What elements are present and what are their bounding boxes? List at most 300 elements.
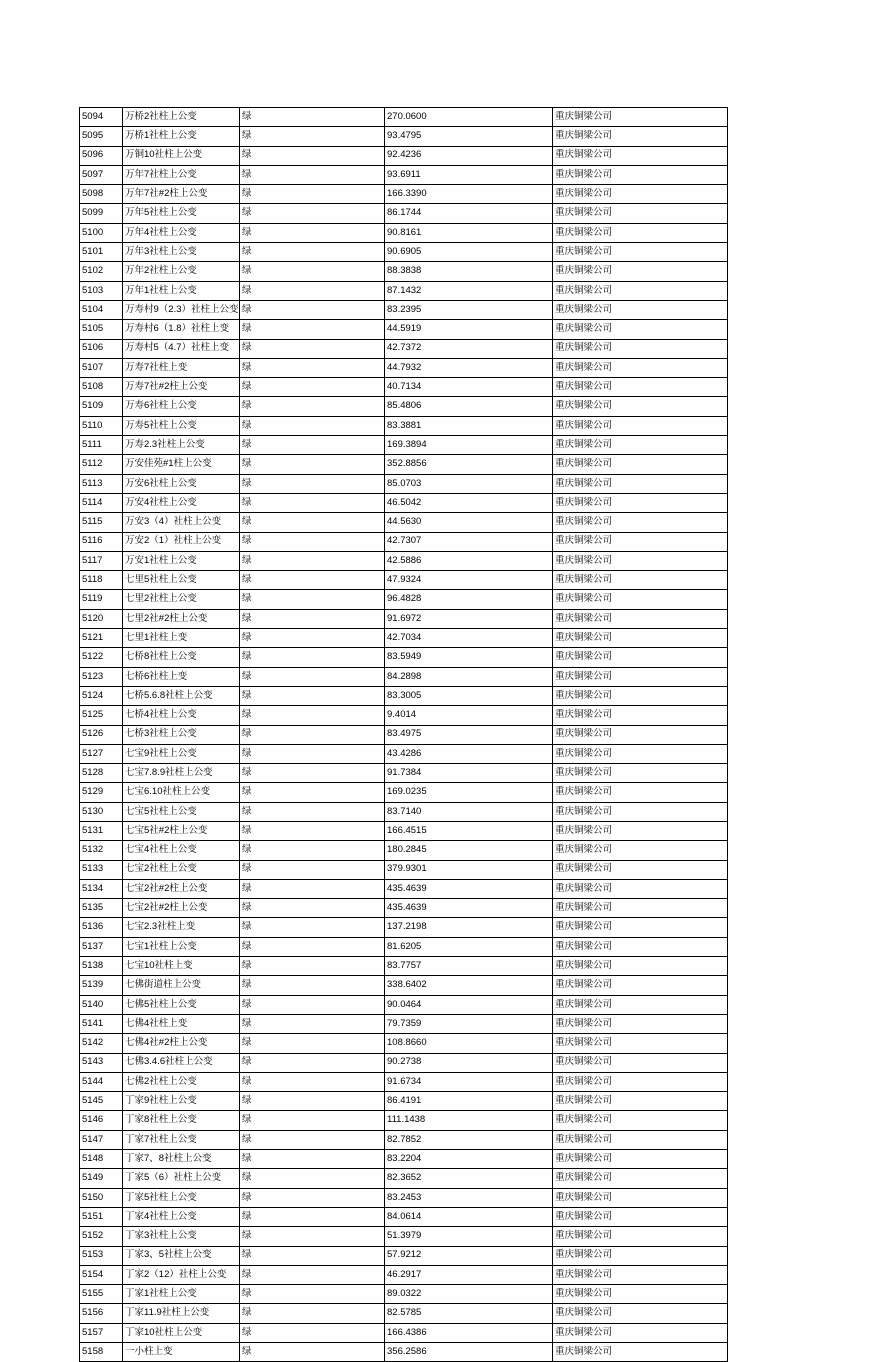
cell-id[interactable]: 5158: [80, 1343, 123, 1362]
cell-owner[interactable]: 重庆铜梁公司: [553, 783, 728, 802]
cell-name[interactable]: 万寿2.3社柱上公变: [123, 436, 240, 455]
cell-color[interactable]: 绿: [240, 223, 385, 242]
cell-value[interactable]: 93.4795: [385, 127, 553, 146]
cell-id[interactable]: 5131: [80, 821, 123, 840]
cell-value[interactable]: 108.8660: [385, 1034, 553, 1053]
cell-value[interactable]: 82.3652: [385, 1169, 553, 1188]
cell-color[interactable]: 绿: [240, 802, 385, 821]
table-row[interactable]: [80, 648, 728, 667]
cell-value[interactable]: 84.2898: [385, 667, 553, 686]
cell-color[interactable]: 绿: [240, 1227, 385, 1246]
cell-id[interactable]: 5112: [80, 455, 123, 474]
cell-name[interactable]: 万铜10社柱上公变: [123, 146, 240, 165]
table-row[interactable]: [80, 165, 728, 184]
cell-color[interactable]: 绿: [240, 165, 385, 184]
cell-owner[interactable]: 重庆铜梁公司: [553, 1207, 728, 1226]
cell-name[interactable]: 万年4社柱上公变: [123, 223, 240, 242]
table-row[interactable]: [80, 725, 728, 744]
cell-color[interactable]: 绿: [240, 1323, 385, 1342]
table-row[interactable]: [80, 686, 728, 705]
cell-name[interactable]: 丁家9社柱上公变: [123, 1092, 240, 1111]
table-row[interactable]: [80, 764, 728, 783]
table-row[interactable]: [80, 609, 728, 628]
cell-value[interactable]: 91.6734: [385, 1072, 553, 1091]
cell-owner[interactable]: 重庆铜梁公司: [553, 1169, 728, 1188]
table-row[interactable]: [80, 1265, 728, 1284]
cell-color[interactable]: 绿: [240, 706, 385, 725]
cell-value[interactable]: 90.8161: [385, 223, 553, 242]
cell-name[interactable]: 万安3（4）社柱上公变: [123, 513, 240, 532]
cell-color[interactable]: 绿: [240, 243, 385, 262]
cell-name[interactable]: 丁家7、8社柱上公变: [123, 1150, 240, 1169]
cell-name[interactable]: 七里5社柱上公变: [123, 571, 240, 590]
cell-name[interactable]: 七宝2.3社柱上变: [123, 918, 240, 937]
cell-value[interactable]: 169.3894: [385, 436, 553, 455]
cell-id[interactable]: 5111: [80, 436, 123, 455]
cell-color[interactable]: 绿: [240, 127, 385, 146]
cell-id[interactable]: 5141: [80, 1014, 123, 1033]
cell-owner[interactable]: 重庆铜梁公司: [553, 1246, 728, 1265]
table-row[interactable]: [80, 204, 728, 223]
cell-owner[interactable]: 重庆铜梁公司: [553, 1072, 728, 1091]
cell-name[interactable]: 七里2社#2柱上公变: [123, 609, 240, 628]
cell-value[interactable]: 85.4806: [385, 397, 553, 416]
cell-owner[interactable]: 重庆铜梁公司: [553, 378, 728, 397]
cell-value[interactable]: 44.5919: [385, 320, 553, 339]
cell-name[interactable]: 丁家2（12）社柱上公变: [123, 1265, 240, 1284]
cell-color[interactable]: 绿: [240, 1072, 385, 1091]
cell-id[interactable]: 5117: [80, 551, 123, 570]
cell-id[interactable]: 5153: [80, 1246, 123, 1265]
cell-color[interactable]: 绿: [240, 455, 385, 474]
cell-owner[interactable]: 重庆铜梁公司: [553, 108, 728, 127]
cell-owner[interactable]: 重庆铜梁公司: [553, 1265, 728, 1284]
cell-id[interactable]: 5113: [80, 474, 123, 493]
cell-name[interactable]: 七桥6社柱上变: [123, 667, 240, 686]
cell-value[interactable]: 46.5042: [385, 493, 553, 512]
cell-value[interactable]: 82.5785: [385, 1304, 553, 1323]
cell-owner[interactable]: 重庆铜梁公司: [553, 436, 728, 455]
cell-id[interactable]: 5123: [80, 667, 123, 686]
cell-value[interactable]: 180.2845: [385, 841, 553, 860]
cell-color[interactable]: 绿: [240, 1265, 385, 1284]
cell-color[interactable]: 绿: [240, 397, 385, 416]
cell-name[interactable]: 丁家3、5社柱上公变: [123, 1246, 240, 1265]
cell-id[interactable]: 5136: [80, 918, 123, 937]
table-row[interactable]: [80, 571, 728, 590]
cell-id[interactable]: 5094: [80, 108, 123, 127]
cell-name[interactable]: 七佛5社柱上公变: [123, 995, 240, 1014]
cell-value[interactable]: 43.4286: [385, 744, 553, 763]
cell-id[interactable]: 5096: [80, 146, 123, 165]
cell-color[interactable]: 绿: [240, 1304, 385, 1323]
table-row[interactable]: [80, 1150, 728, 1169]
cell-value[interactable]: 40.7134: [385, 378, 553, 397]
table-row[interactable]: [80, 1343, 728, 1362]
cell-owner[interactable]: 重庆铜梁公司: [553, 1188, 728, 1207]
cell-name[interactable]: 万年3社柱上公变: [123, 243, 240, 262]
cell-name[interactable]: 七宝7.8.9社柱上公变: [123, 764, 240, 783]
cell-name[interactable]: 七佛4社柱上变: [123, 1014, 240, 1033]
cell-owner[interactable]: 重庆铜梁公司: [553, 416, 728, 435]
cell-value[interactable]: 79.7359: [385, 1014, 553, 1033]
cell-value[interactable]: 111.1438: [385, 1111, 553, 1130]
table-row[interactable]: [80, 436, 728, 455]
cell-owner[interactable]: 重庆铜梁公司: [553, 1343, 728, 1362]
cell-value[interactable]: 90.6905: [385, 243, 553, 262]
cell-color[interactable]: 绿: [240, 1169, 385, 1188]
cell-owner[interactable]: 重庆铜梁公司: [553, 860, 728, 879]
cell-id[interactable]: 5132: [80, 841, 123, 860]
table-row[interactable]: [80, 1188, 728, 1207]
cell-color[interactable]: 绿: [240, 320, 385, 339]
cell-color[interactable]: 绿: [240, 108, 385, 127]
cell-name[interactable]: 七里2社柱上公变: [123, 590, 240, 609]
cell-value[interactable]: 83.5949: [385, 648, 553, 667]
cell-color[interactable]: 绿: [240, 204, 385, 223]
cell-name[interactable]: 七桥4社柱上公变: [123, 706, 240, 725]
table-row[interactable]: [80, 590, 728, 609]
cell-owner[interactable]: 重庆铜梁公司: [553, 744, 728, 763]
table-row[interactable]: [80, 957, 728, 976]
cell-id[interactable]: 5139: [80, 976, 123, 995]
cell-owner[interactable]: 重庆铜梁公司: [553, 667, 728, 686]
cell-name[interactable]: 万年5社柱上公变: [123, 204, 240, 223]
cell-value[interactable]: 42.5886: [385, 551, 553, 570]
cell-name[interactable]: 万寿7社#2柱上公变: [123, 378, 240, 397]
cell-owner[interactable]: 重庆铜梁公司: [553, 262, 728, 281]
cell-id[interactable]: 5155: [80, 1285, 123, 1304]
cell-name[interactable]: 七佛3.4.6社柱上公变: [123, 1053, 240, 1072]
cell-name[interactable]: 丁家4社柱上公变: [123, 1207, 240, 1226]
cell-color[interactable]: 绿: [240, 532, 385, 551]
cell-id[interactable]: 5098: [80, 185, 123, 204]
cell-owner[interactable]: 重庆铜梁公司: [553, 629, 728, 648]
cell-id[interactable]: 5143: [80, 1053, 123, 1072]
cell-name[interactable]: 七桥5.6.8社柱上公变: [123, 686, 240, 705]
cell-name[interactable]: 万安佳苑#1柱上公变: [123, 455, 240, 474]
table-row[interactable]: [80, 1092, 728, 1111]
cell-name[interactable]: 七宝1社柱上公变: [123, 937, 240, 956]
cell-owner[interactable]: 重庆铜梁公司: [553, 204, 728, 223]
table-row[interactable]: [80, 108, 728, 127]
cell-color[interactable]: 绿: [240, 1014, 385, 1033]
cell-color[interactable]: 绿: [240, 879, 385, 898]
cell-color[interactable]: 绿: [240, 1207, 385, 1226]
cell-color[interactable]: 绿: [240, 783, 385, 802]
cell-owner[interactable]: 重庆铜梁公司: [553, 513, 728, 532]
table-row[interactable]: [80, 899, 728, 918]
cell-value[interactable]: 91.7384: [385, 764, 553, 783]
table-row[interactable]: [80, 1130, 728, 1149]
cell-owner[interactable]: 重庆铜梁公司: [553, 127, 728, 146]
cell-value[interactable]: 338.6402: [385, 976, 553, 995]
cell-name[interactable]: 七桥8社柱上公变: [123, 648, 240, 667]
table-row[interactable]: [80, 706, 728, 725]
table-row[interactable]: [80, 841, 728, 860]
cell-id[interactable]: 5105: [80, 320, 123, 339]
cell-id[interactable]: 5144: [80, 1072, 123, 1091]
cell-name[interactable]: 七宝2社#2柱上公变: [123, 879, 240, 898]
cell-name[interactable]: 丁家7社柱上公变: [123, 1130, 240, 1149]
cell-value[interactable]: 81.6205: [385, 937, 553, 956]
cell-id[interactable]: 5110: [80, 416, 123, 435]
cell-owner[interactable]: 重庆铜梁公司: [553, 1034, 728, 1053]
table-row[interactable]: [80, 1285, 728, 1304]
cell-name[interactable]: 万寿村5（4.7）社柱上变: [123, 339, 240, 358]
cell-owner[interactable]: 重庆铜梁公司: [553, 455, 728, 474]
cell-owner[interactable]: 重庆铜梁公司: [553, 879, 728, 898]
cell-color[interactable]: 绿: [240, 339, 385, 358]
table-row[interactable]: [80, 802, 728, 821]
cell-color[interactable]: 绿: [240, 648, 385, 667]
cell-value[interactable]: 85.0703: [385, 474, 553, 493]
cell-color[interactable]: 绿: [240, 1343, 385, 1362]
cell-owner[interactable]: 重庆铜梁公司: [553, 532, 728, 551]
cell-id[interactable]: 5100: [80, 223, 123, 242]
table-row[interactable]: [80, 378, 728, 397]
cell-id[interactable]: 5099: [80, 204, 123, 223]
cell-id[interactable]: 5121: [80, 629, 123, 648]
cell-name[interactable]: 丁家5社柱上公变: [123, 1188, 240, 1207]
cell-owner[interactable]: 重庆铜梁公司: [553, 764, 728, 783]
cell-color[interactable]: 绿: [240, 686, 385, 705]
cell-color[interactable]: 绿: [240, 1285, 385, 1304]
table-row[interactable]: [80, 397, 728, 416]
cell-name[interactable]: 万年7社柱上公变: [123, 165, 240, 184]
cell-owner[interactable]: 重庆铜梁公司: [553, 243, 728, 262]
table-row[interactable]: [80, 339, 728, 358]
cell-color[interactable]: 绿: [240, 1092, 385, 1111]
cell-name[interactable]: 万寿7社柱上变: [123, 358, 240, 377]
cell-owner[interactable]: 重庆铜梁公司: [553, 571, 728, 590]
cell-color[interactable]: 绿: [240, 899, 385, 918]
cell-value[interactable]: 83.3005: [385, 686, 553, 705]
cell-id[interactable]: 5115: [80, 513, 123, 532]
cell-name[interactable]: 七桥3社柱上公变: [123, 725, 240, 744]
cell-name[interactable]: 丁家1社柱上公变: [123, 1285, 240, 1304]
cell-value[interactable]: 90.0464: [385, 995, 553, 1014]
cell-name[interactable]: 万寿村9（2.3）社柱上公变: [123, 300, 240, 319]
table-row[interactable]: [80, 532, 728, 551]
cell-owner[interactable]: 重庆铜梁公司: [553, 686, 728, 705]
table-row[interactable]: [80, 320, 728, 339]
cell-owner[interactable]: 重庆铜梁公司: [553, 223, 728, 242]
table-row[interactable]: [80, 1053, 728, 1072]
cell-owner[interactable]: 重庆铜梁公司: [553, 474, 728, 493]
cell-id[interactable]: 5108: [80, 378, 123, 397]
cell-color[interactable]: 绿: [240, 725, 385, 744]
cell-value[interactable]: 57.9212: [385, 1246, 553, 1265]
cell-id[interactable]: 5137: [80, 937, 123, 956]
cell-value[interactable]: 83.2395: [385, 300, 553, 319]
cell-owner[interactable]: 重庆铜梁公司: [553, 1227, 728, 1246]
cell-name[interactable]: 七宝5社柱上公变: [123, 802, 240, 821]
cell-name[interactable]: 万年2社柱上公变: [123, 262, 240, 281]
cell-color[interactable]: 绿: [240, 590, 385, 609]
cell-name[interactable]: 七宝10社柱上变: [123, 957, 240, 976]
cell-owner[interactable]: 重庆铜梁公司: [553, 281, 728, 300]
table-row[interactable]: [80, 1323, 728, 1342]
cell-owner[interactable]: 重庆铜梁公司: [553, 1111, 728, 1130]
cell-value[interactable]: 44.7932: [385, 358, 553, 377]
cell-value[interactable]: 83.4975: [385, 725, 553, 744]
cell-id[interactable]: 5122: [80, 648, 123, 667]
cell-owner[interactable]: 重庆铜梁公司: [553, 1053, 728, 1072]
table-row[interactable]: [80, 629, 728, 648]
cell-value[interactable]: 87.1432: [385, 281, 553, 300]
cell-value[interactable]: 84.0614: [385, 1207, 553, 1226]
cell-owner[interactable]: 重庆铜梁公司: [553, 648, 728, 667]
cell-id[interactable]: 5135: [80, 899, 123, 918]
cell-owner[interactable]: 重庆铜梁公司: [553, 358, 728, 377]
cell-name[interactable]: 丁家11.9社柱上公变: [123, 1304, 240, 1323]
cell-value[interactable]: 83.3881: [385, 416, 553, 435]
cell-name[interactable]: 丁家10社柱上公变: [123, 1323, 240, 1342]
cell-name[interactable]: 丁家5（6）社柱上公变: [123, 1169, 240, 1188]
cell-color[interactable]: 绿: [240, 1150, 385, 1169]
cell-id[interactable]: 5140: [80, 995, 123, 1014]
cell-owner[interactable]: 重庆铜梁公司: [553, 1130, 728, 1149]
cell-id[interactable]: 5154: [80, 1265, 123, 1284]
cell-id[interactable]: 5157: [80, 1323, 123, 1342]
cell-value[interactable]: 42.7034: [385, 629, 553, 648]
cell-id[interactable]: 5118: [80, 571, 123, 590]
cell-id[interactable]: 5134: [80, 879, 123, 898]
table-row[interactable]: [80, 744, 728, 763]
cell-owner[interactable]: 重庆铜梁公司: [553, 918, 728, 937]
cell-id[interactable]: 5156: [80, 1304, 123, 1323]
cell-owner[interactable]: 重庆铜梁公司: [553, 165, 728, 184]
cell-id[interactable]: 5129: [80, 783, 123, 802]
cell-color[interactable]: 绿: [240, 629, 385, 648]
cell-id[interactable]: 5147: [80, 1130, 123, 1149]
cell-value[interactable]: 166.4515: [385, 821, 553, 840]
cell-value[interactable]: 435.4639: [385, 899, 553, 918]
cell-owner[interactable]: 重庆铜梁公司: [553, 609, 728, 628]
table-row[interactable]: [80, 860, 728, 879]
cell-id[interactable]: 5149: [80, 1169, 123, 1188]
cell-owner[interactable]: 重庆铜梁公司: [553, 300, 728, 319]
table-row[interactable]: [80, 185, 728, 204]
cell-color[interactable]: 绿: [240, 764, 385, 783]
cell-name[interactable]: 万桥1社柱上公变: [123, 127, 240, 146]
table-row[interactable]: [80, 1072, 728, 1091]
cell-color[interactable]: 绿: [240, 378, 385, 397]
cell-color[interactable]: 绿: [240, 976, 385, 995]
cell-value[interactable]: 42.7307: [385, 532, 553, 551]
table-row[interactable]: [80, 1246, 728, 1265]
cell-id[interactable]: 5145: [80, 1092, 123, 1111]
cell-name[interactable]: 万年7社#2柱上公变: [123, 185, 240, 204]
cell-value[interactable]: 166.4386: [385, 1323, 553, 1342]
cell-id[interactable]: 5114: [80, 493, 123, 512]
cell-name[interactable]: 万寿5社柱上公变: [123, 416, 240, 435]
cell-color[interactable]: 绿: [240, 1188, 385, 1207]
cell-id[interactable]: 5142: [80, 1034, 123, 1053]
cell-value[interactable]: 44.5630: [385, 513, 553, 532]
cell-owner[interactable]: 重庆铜梁公司: [553, 146, 728, 165]
cell-name[interactable]: 七宝6.10社柱上公变: [123, 783, 240, 802]
cell-value[interactable]: 83.2453: [385, 1188, 553, 1207]
cell-value[interactable]: 47.9324: [385, 571, 553, 590]
cell-owner[interactable]: 重庆铜梁公司: [553, 841, 728, 860]
cell-id[interactable]: 5133: [80, 860, 123, 879]
table-row[interactable]: [80, 1034, 728, 1053]
cell-name[interactable]: 丁家8社柱上公变: [123, 1111, 240, 1130]
cell-name[interactable]: 七宝5社#2柱上公变: [123, 821, 240, 840]
cell-color[interactable]: 绿: [240, 744, 385, 763]
table-row[interactable]: [80, 1304, 728, 1323]
cell-id[interactable]: 5125: [80, 706, 123, 725]
cell-value[interactable]: 356.2586: [385, 1343, 553, 1362]
cell-name[interactable]: 万安4社柱上公变: [123, 493, 240, 512]
cell-color[interactable]: 绿: [240, 609, 385, 628]
table-row[interactable]: [80, 821, 728, 840]
cell-owner[interactable]: 重庆铜梁公司: [553, 1285, 728, 1304]
cell-id[interactable]: 5102: [80, 262, 123, 281]
cell-name[interactable]: 万寿6社柱上公变: [123, 397, 240, 416]
cell-owner[interactable]: 重庆铜梁公司: [553, 706, 728, 725]
cell-color[interactable]: 绿: [240, 358, 385, 377]
cell-id[interactable]: 5120: [80, 609, 123, 628]
cell-color[interactable]: 绿: [240, 821, 385, 840]
table-row[interactable]: [80, 783, 728, 802]
cell-value[interactable]: 137.2198: [385, 918, 553, 937]
cell-color[interactable]: 绿: [240, 1246, 385, 1265]
table-row[interactable]: [80, 1169, 728, 1188]
cell-color[interactable]: 绿: [240, 551, 385, 570]
cell-owner[interactable]: 重庆铜梁公司: [553, 1014, 728, 1033]
cell-color[interactable]: 绿: [240, 667, 385, 686]
cell-name[interactable]: 丁家3社柱上公变: [123, 1227, 240, 1246]
cell-owner[interactable]: 重庆铜梁公司: [553, 1150, 728, 1169]
cell-color[interactable]: 绿: [240, 571, 385, 590]
cell-id[interactable]: 5104: [80, 300, 123, 319]
cell-id[interactable]: 5116: [80, 532, 123, 551]
cell-color[interactable]: 绿: [240, 1034, 385, 1053]
table-row[interactable]: [80, 262, 728, 281]
cell-color[interactable]: 绿: [240, 937, 385, 956]
cell-color[interactable]: 绿: [240, 918, 385, 937]
table-row[interactable]: [80, 937, 728, 956]
cell-color[interactable]: 绿: [240, 436, 385, 455]
cell-name[interactable]: 七佛4社#2柱上公变: [123, 1034, 240, 1053]
cell-value[interactable]: 96.4828: [385, 590, 553, 609]
cell-value[interactable]: 83.2204: [385, 1150, 553, 1169]
cell-name[interactable]: 七宝4社柱上公变: [123, 841, 240, 860]
cell-value[interactable]: 89.0322: [385, 1285, 553, 1304]
cell-value[interactable]: 86.1744: [385, 204, 553, 223]
cell-owner[interactable]: 重庆铜梁公司: [553, 1323, 728, 1342]
cell-value[interactable]: 90.2738: [385, 1053, 553, 1072]
cell-value[interactable]: 91.6972: [385, 609, 553, 628]
cell-color[interactable]: 绿: [240, 1130, 385, 1149]
cell-id[interactable]: 5130: [80, 802, 123, 821]
cell-value[interactable]: 9.4014: [385, 706, 553, 725]
cell-name[interactable]: 七宝2社#2柱上公变: [123, 899, 240, 918]
cell-id[interactable]: 5103: [80, 281, 123, 300]
cell-name[interactable]: 万桥2社柱上公变: [123, 108, 240, 127]
cell-color[interactable]: 绿: [240, 185, 385, 204]
cell-id[interactable]: 5138: [80, 957, 123, 976]
table-row[interactable]: [80, 1227, 728, 1246]
cell-name[interactable]: 七佛2社柱上公变: [123, 1072, 240, 1091]
cell-color[interactable]: 绿: [240, 841, 385, 860]
table-row[interactable]: [80, 551, 728, 570]
cell-name[interactable]: 万寿村6（1.8）社柱上变: [123, 320, 240, 339]
cell-id[interactable]: 5109: [80, 397, 123, 416]
